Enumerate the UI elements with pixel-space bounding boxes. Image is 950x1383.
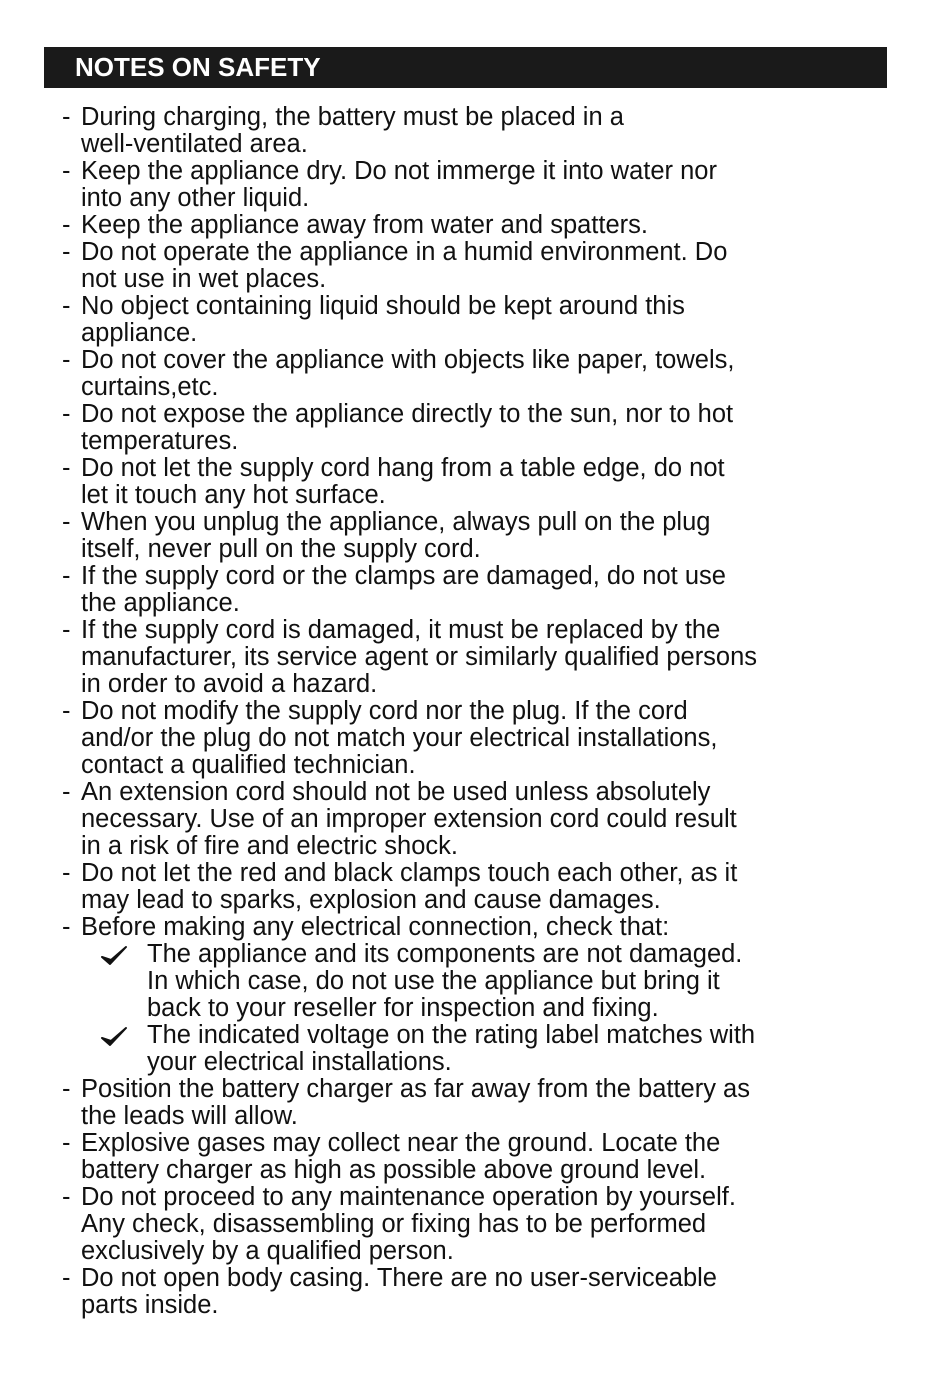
list-item-text: Do not let the red and black clamps touch each other, as it may lead to sparks, explosion and cause damages. [81,859,738,914]
list-item: - An extension cord should not be used unless absolutely necessary. Use of an improper extension cord could result in a risk of fire and electric shock. [62,779,882,860]
list-item-text: No object containing liquid should be kept around this appliance. [81,292,685,347]
list-item-text: Do not cover the appliance with objects like paper, towels, curtains,etc. [81,346,735,401]
list-item-text: Keep the appliance away from water and spatters. [81,211,648,239]
check-item-text: The indicated voltage on the rating label matches with your electrical installations. [147,1021,756,1076]
safety-notes-list [62,104,882,1319]
list-item: - Do not let the red and black clamps touch each other, as it may lead to sparks, explosion and cause damages. [62,860,882,914]
list-item: - Do not let the supply cord hang from a table edge, do not let it touch any hot surface. [62,455,882,509]
list-item: - Before making any electrical connection, check that: [62,914,882,941]
list-item-text: Do not expose the appliance directly to the sun, nor to hot temperatures. [81,400,734,455]
list-item: - Keep the appliance dry. Do not immerge it into water nor into any other liquid. [62,158,882,212]
list-item-text: Do not modify the supply cord nor the plug. If the cord and/or the plug do not match your electrical installations, contact a qualified technician. [81,697,718,779]
list-item: - When you unplug the appliance, always pull on the plug itself, never pull on the supply cord. [62,509,882,563]
list-item: - If the supply cord is damaged, it must be replaced by the manufacturer, its service agent or similarly qualified persons in order to avoid a hazard. [62,617,882,698]
check-item-text: The appliance and its components are not damaged. In which case, do not use the appliance but bring it back to your reseller for inspection and fixing. [147,940,743,1022]
checkmark-icon [100,1022,147,1076]
list-item: - No object containing liquid should be kept around this appliance. [62,293,882,347]
list-item-text: When you unplug the appliance, always pull on the plug itself, never pull on the supply cord. [81,508,711,563]
list-item: - Do not open body casing. There are no user-serviceable parts inside. [62,1265,882,1319]
list-item: - Do not modify the supply cord nor the plug. If the cord and/or the plug do not match your electrical installations, contact a qualified technician. [62,698,882,779]
list-item-text: During charging, the battery must be placed in a well-ventilated area. [81,103,624,158]
list-item: - Do not operate the appliance in a humid environment. Do not use in wet places. [62,239,882,293]
list-item: - During charging, the battery must be placed in a well-ventilated area. [62,104,882,158]
list-item-text: Do not operate the appliance in a humid environment. Do not use in wet places. [81,238,728,293]
section-title: NOTES ON SAFETY [75,52,321,82]
section-header [44,47,887,88]
list-item-text: Explosive gases may collect near the ground. Locate the battery charger as high as possible above ground level. [81,1129,721,1184]
list-item-text: If the supply cord or the clamps are damaged, do not use the appliance. [81,562,726,617]
list-item: - Do not proceed to any maintenance operation by yourself. Any check, disassembling or fixing has to be performed exclusively by a qualified person. [62,1184,882,1265]
list-item: - Keep the appliance away from water and spatters. [62,212,882,239]
list-item-text: Position the battery charger as far away from the battery as the leads will allow. [81,1075,750,1130]
list-item-text: Keep the appliance dry. Do not immerge it into water nor into any other liquid. [81,157,717,212]
list-item-text: Do not let the supply cord hang from a table edge, do not let it touch any hot surface. [81,454,725,509]
list-item-text: Do not proceed to any maintenance operation by yourself. Any check, disassembling or fixing has to be performed exclusively by a qualified person. [81,1183,736,1265]
list-item: - Do not expose the appliance directly to the sun, nor to hot temperatures. [62,401,882,455]
check-item [100,1022,882,1076]
list-item-text: An extension cord should not be used unless absolutely necessary. Use of an improper extension cord could result in a risk of fire and electric shock. [81,778,737,860]
checkmark-icon [100,941,147,1022]
list-item-text: If the supply cord is damaged, it must be replaced by the manufacturer, its service agent or similarly qualified persons in order to avoid a hazard. [81,616,758,698]
list-item-text: Do not open body casing. There are no user-serviceable parts inside. [81,1264,717,1319]
list-item: - If the supply cord or the clamps are damaged, do not use the appliance. [62,563,882,617]
list-item-text: Before making any electrical connection, check that: [81,913,670,941]
list-item: - Explosive gases may collect near the ground. Locate the battery charger as high as possible above ground level. [62,1130,882,1184]
list-item: - Position the battery charger as far away from the battery as the leads will allow. [62,1076,882,1130]
list-item: - Do not cover the appliance with objects like paper, towels, curtains,etc. [62,347,882,401]
check-item [100,941,882,1022]
